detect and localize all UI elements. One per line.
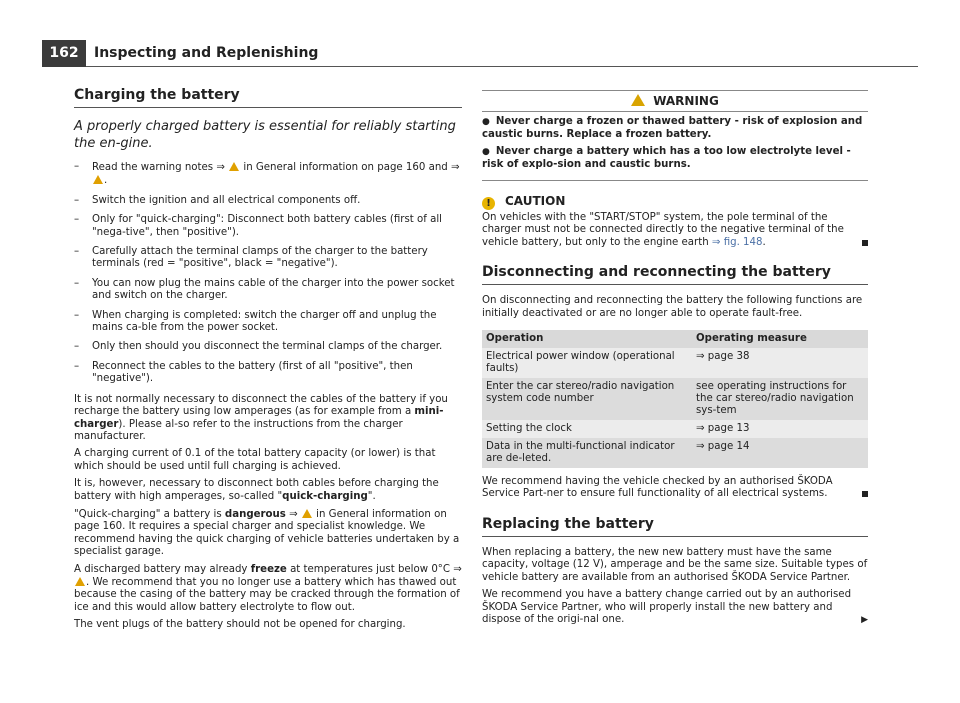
- list-item: – When charging is completed: switch the charger off and unplug the mains ca-ble from the power socket.: [74, 310, 462, 335]
- list-item: – You can now plug the mains cable of the charger into the power socket and switch on the charger.: [74, 278, 462, 303]
- warning-triangle-icon[interactable]: [75, 577, 85, 586]
- warning-box: [482, 90, 868, 181]
- chapter-title: Inspecting and Replenishing: [94, 45, 319, 61]
- warning-triangle-icon: [631, 94, 645, 106]
- list-item: – Switch the ignition and all electrical components off.: [74, 195, 462, 207]
- page-header: [0, 40, 960, 67]
- list-item: – Carefully attach the terminal clamps of the charger to the battery terminals (red = "positive", black = "negative").: [74, 246, 462, 271]
- section-heading-replacing: Replacing the battery: [482, 515, 868, 537]
- warning-item: ● Never charge a battery which has a too low electrolyte level - risk of explo-sion and caustic burns.: [482, 146, 851, 170]
- continue-arrow-icon: ▶: [861, 614, 868, 625]
- paragraph: A charging current of 0.1 of the total battery capacity (or lower) is that which should be used until full charging is achieved.: [74, 448, 436, 472]
- section-heading-disconnecting: Disconnecting and reconnecting the battery: [482, 263, 868, 285]
- paragraph: We recommend you have a battery change carried out by an authorised ŠKODA Service Partner, who will properly install the new battery and dispose of the origi-nal one. ▶: [482, 589, 868, 625]
- caution-text: On vehicles with the "START/STOP" system, the pole terminal of the charger must not be connected directly to the negative terminal of the vehicle battery, but only to the engine earth ⇒ fig. 148.: [482, 212, 868, 249]
- charging-steps: [74, 161, 462, 386]
- list-item: – Only for "quick-charging": Disconnect both battery cables (first of all "nega-tive", then "positive").: [74, 214, 462, 239]
- page-link[interactable]: ⇒ page 38: [692, 348, 868, 378]
- left-column: [74, 86, 462, 637]
- table-row: Electrical power window (operational faults) ⇒ page 38: [482, 348, 868, 378]
- page-link[interactable]: ⇒ page 14: [692, 438, 868, 468]
- end-mark-icon: [862, 491, 868, 497]
- caution-header: ! CAUTION: [482, 195, 868, 210]
- warning-triangle-icon[interactable]: [229, 162, 239, 171]
- warning-triangle-icon[interactable]: [302, 509, 312, 518]
- table-row: Setting the clock ⇒ page 13: [482, 420, 868, 438]
- end-mark-icon: [862, 240, 868, 246]
- warning-triangle-icon[interactable]: [93, 175, 103, 184]
- table-header: Operation: [482, 330, 692, 348]
- caution-icon: !: [482, 197, 495, 210]
- header-rule: [86, 66, 918, 67]
- table-row: Data in the multi-functional indicator are de-leted. ⇒ page 14: [482, 438, 868, 468]
- paragraph: On disconnecting and reconnecting the battery the following functions are initially deactivated or are no longer able to operate fault-free.: [482, 295, 863, 319]
- paragraph: A discharged battery may already freeze at temperatures just below 0°C ⇒ . We recommend that you no longer use a battery which has thawed out because the casing of the battery may be cracked through the formation of ice and this would allow battery electrolyte to flow out.: [74, 563, 462, 613]
- bullet-icon: ●: [482, 147, 490, 158]
- operations-table: [482, 330, 868, 468]
- warning-item: ● Never charge a frozen or thawed battery - risk of explosion and caustic burns. Replace a frozen battery.: [482, 116, 863, 140]
- table-header: Operating measure: [692, 330, 868, 348]
- paragraph: It is not normally necessary to disconnect the cables of the battery if you recharge the battery using low amperages (as for example from a mini-charger). Please al-so refer to the instructions from the charger manufacturer.: [74, 393, 448, 442]
- warning-header: WARNING: [482, 91, 868, 112]
- table-row: Enter the car stereo/radio navigation system code number see operating instructions for the car stereo/radio navigation sys-tem: [482, 378, 868, 420]
- section-lead: A properly charged battery is essential for reliably starting the en-gine.: [74, 119, 456, 151]
- list-item: – Only then should you disconnect the terminal clamps of the charger.: [74, 341, 462, 353]
- paragraph: The vent plugs of the battery should not be opened for charging.: [74, 619, 406, 631]
- right-column: [482, 90, 868, 631]
- bullet-icon: ●: [482, 117, 490, 128]
- page-link[interactable]: ⇒ page 13: [692, 420, 868, 438]
- list-item: – Read the warning notes ⇒ in General information on page 160 and ⇒ .: [74, 161, 462, 188]
- warning-body: [482, 112, 868, 180]
- paragraph: "Quick-charging" a battery is dangerous ⇒ in General information on page 160. It requires a special charger and specialist knowledge. We recommend having the quick charging of vehicle batteries undertaken by a specialist garage.: [74, 508, 460, 558]
- paragraph: When replacing a battery, the new new battery must have the same capacity, voltage (12 V), amperage and be the same size. Suitable types of vehicle battery are available from an authorised ŠKODA Service Partner.: [482, 546, 868, 583]
- paragraph: It is, however, necessary to disconnect both cables before charging the battery with high amperages, so-called "quick-charging".: [74, 478, 439, 502]
- page-number: 162: [42, 40, 86, 67]
- list-item: – Reconnect the cables to the battery (first of all "positive", then "negative").: [74, 361, 462, 386]
- figure-link[interactable]: ⇒ fig. 148: [711, 236, 763, 248]
- paragraph: We recommend having the vehicle checked by an authorised ŠKODA Service Part-ner to ensure full functionality of all electrical systems.: [482, 476, 868, 501]
- section-heading-charging: Charging the battery: [74, 86, 462, 108]
